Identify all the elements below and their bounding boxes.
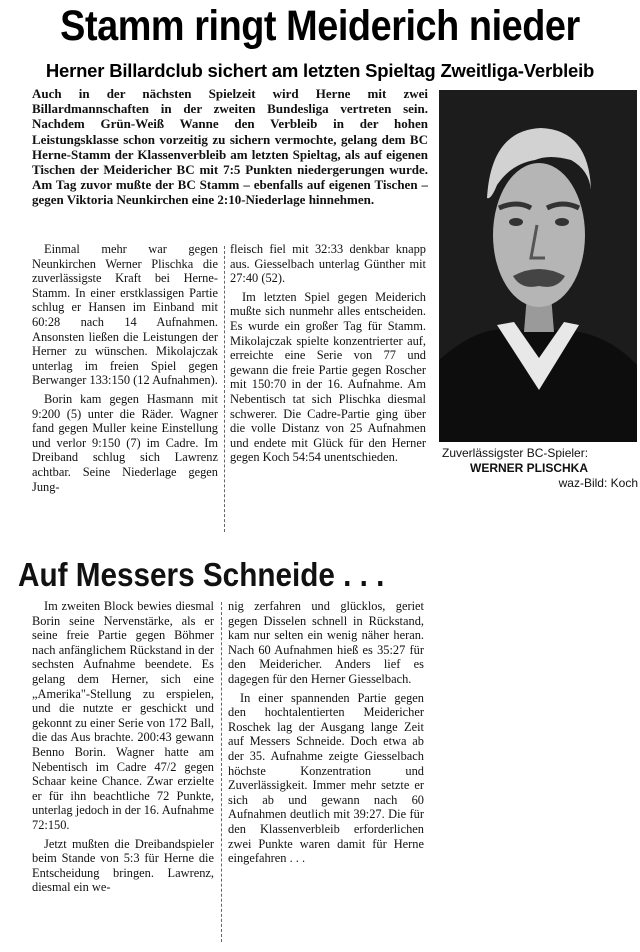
article1-column-2 [230,242,426,465]
article2-column-2 [228,599,424,866]
photo-credit: waz-Bild: Koch [558,476,638,490]
portrait-photo [439,90,637,442]
article1-column-1 [32,242,218,494]
paragraph: fleisch fiel mit 32:33 denkbar knapp aus. Giesselbach unterlag Günther mit 27:40 (52). [230,242,426,286]
main-headline: Stamm ringt Meiderich nieder [60,2,580,50]
photo-caption [442,446,638,491]
article2-column-1 [32,599,214,895]
paragraph: Im letzten Spiel gegen Meiderich mußte sich nunmehr alles entscheiden. Es wurde ein großer Tag für Stamm. Mikolajczak spielte konzentrierter auf, erreichte eine Serie von 77 und gewann die freie Partie gegen Roscher mit 150:70 in der 16. Aufnahme. Am Nebentisch tat sich Plischka diesmal schwerer. Die Cadre-Partie ging über die volle Distanz von 25 Aufnahmen und endete mit Glück für den Herner gegen Koch 54:54 unentschieden. [230,289,426,465]
paragraph: Einmal mehr war gegen Neunkirchen Werner Plischka die zuverlässigste Kraft bei Herne-Stamm. In einer erstklassigen Partie schlug er Hansen im Einband mit 60:28 nach 14 Aufnahmen. Ansonsten ließen die Leistungen der Herner zu wünschen. Mikolajczak unterlag im freien Spiel gegen Berwanger 133:150 (12 Aufnahmen). [32,242,218,388]
subheadline: Herner Billardclub sichert am letzten Spieltag Zweitliga-Verbleib [45,60,595,81]
caption-text: Zuverlässigster BC-Spieler: [442,446,589,460]
column-divider [224,246,225,532]
paragraph: Borin kam gegen Hasmann mit 9:200 (5) unter die Räder. Wagner fand gegen Muller keine Einstellung und verlor 9:150 (7) im Cadre. Im Dreiband schlug sich Lawrenz achtbar. Seine Niederlage gegen Jung- [32,391,218,494]
paragraph: Im zweiten Block bewies diesmal Borin seine Nervenstärke, als er seine freie Partie gegen Böhmer nach anfänglichem Rückstand in der sechsten Aufnahme beendete. Es gelang dem Herner, sich eine „Amerika"-Stellung zu erspielen, und die nutzte er geschickt und gekonnt zu einer Serie von 172 Ball, die das Aus brachte. 200:43 gewann Benno Borin. Wagner hatte am Nebentisch im Cadre 47/2 gegen Schaar keine Chance. Zwar erzielte er für ihn beachtliche 72 Punkte, unterlag jedoch in der 16. Aufnahme 72:150. [32,599,214,832]
column-divider [221,602,222,942]
paragraph: Jetzt mußten die Dreibandspieler beim Stande von 5:3 für Herne die Entscheidung bringen. Lawrenz, diesmal ein we- [32,836,214,895]
paragraph: In einer spannenden Partie gegen den hochtalentierten Meidericher Roschek lag der Ausgang lange Zeit auf Messers Schneide. Doch etwa ab der 35. Aufnahme zeigte Giesselbach höchste Konzentration und Zuverlässigkeit. Immer mehr setzte er sich ab und gewann nach 60 Aufnahmen deutlich mit 39:27. Die für den Klassenverbleib erforderlichen zwei Punkte waren damit für Herne eingefahren . . . [228,690,424,866]
portrait-image [439,90,637,442]
paragraph: nig zerfahren und glücklos, geriet gegen Disselen schnell in Rückstand, kam nur selten ein wenig näher heran. Nach 60 Aufnahmen hieß es 35:27 für den Meidericher. Anders lief es dagegen für den Herner Giesselbach. [228,599,424,686]
caption-name: WERNER PLISCHKA [470,461,589,475]
second-headline: Auf Messers Schneide . . . [18,556,385,593]
lead-paragraph: Auch in der nächsten Spielzeit wird Herne mit zwei Billardmannschaften in der zweiten Bundesliga vertreten sein. Nachdem Grün-Weiß Wanne den Verbleib in der hohen Leistungsklasse schon vorzeitig zu sichern vermochte, gelang dem BC Herne-Stamm der Klassenverbleib am letzten Spieltag, als auf eigenen Tischen der Meidericher BC mit 7:5 Punkten niedergerungen wurde. Am Tag zuvor mußte der BC Stamm – ebenfalls auf eigenen Tischen – gegen Viktoria Neunkirchen eine 2:10-Niederlage hinnehmen. [32,86,428,208]
